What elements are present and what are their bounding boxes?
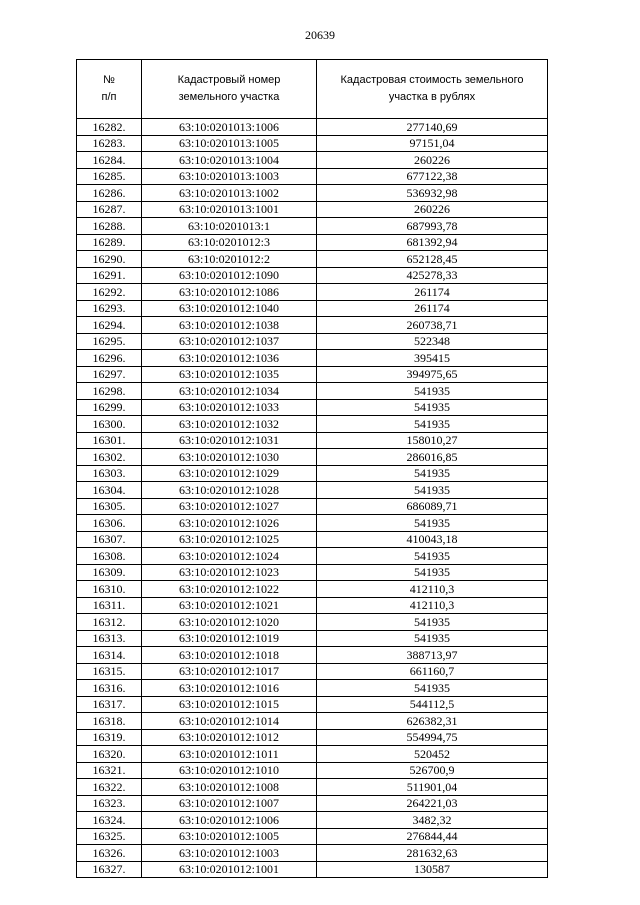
table-row <box>77 746 548 763</box>
cadastral-number-cell: 63:10:0201012:3 <box>142 234 317 251</box>
table-row <box>77 482 548 499</box>
cadastral-number-cell: 63:10:0201012:1024 <box>142 548 317 565</box>
table-row <box>77 597 548 614</box>
table-row <box>77 465 548 482</box>
table-row <box>77 762 548 779</box>
cadastral-number-cell: 63:10:0201012:1029 <box>142 465 317 482</box>
row-number-cell: 16309. <box>77 564 142 581</box>
table-row <box>77 581 548 598</box>
row-number-cell: 16325. <box>77 828 142 845</box>
row-number-cell: 16288. <box>77 218 142 235</box>
table-row <box>77 251 548 268</box>
cadastral-number-cell: 63:10:0201012:1019 <box>142 630 317 647</box>
row-number-cell: 16315. <box>77 663 142 680</box>
row-number-cell: 16323. <box>77 795 142 812</box>
row-number-cell: 16300. <box>77 416 142 433</box>
table-body <box>77 119 548 878</box>
cadastral-number-cell: 63:10:0201012:1018 <box>142 647 317 664</box>
table-row <box>77 795 548 812</box>
row-number-cell: 16291. <box>77 267 142 284</box>
row-number-cell: 16296. <box>77 350 142 367</box>
cadastral-value-cell: 410043,18 <box>317 531 548 548</box>
row-number-cell: 16294. <box>77 317 142 334</box>
cadastral-number-cell: 63:10:0201012:1036 <box>142 350 317 367</box>
cadastral-number-cell: 63:10:0201012:1007 <box>142 795 317 812</box>
cadastral-number-cell: 63:10:0201012:1027 <box>142 498 317 515</box>
row-number-cell: 16324. <box>77 812 142 829</box>
cadastral-value-cell: 260226 <box>317 152 548 169</box>
row-number-cell: 16308. <box>77 548 142 565</box>
cadastral-number-cell: 63:10:0201012:1026 <box>142 515 317 532</box>
table-row <box>77 383 548 400</box>
row-number-cell: 16317. <box>77 696 142 713</box>
table-row <box>77 135 548 152</box>
cadastral-value-cell: 520452 <box>317 746 548 763</box>
header-number <box>77 60 142 119</box>
table-row <box>77 498 548 515</box>
cadastral-value-cell: 412110,3 <box>317 581 548 598</box>
table-row <box>77 564 548 581</box>
header-value-line-2: участка в рублях <box>388 91 476 103</box>
table-row <box>77 432 548 449</box>
cadastral-number-cell: 63:10:0201012:1031 <box>142 432 317 449</box>
cadastral-number-cell: 63:10:0201012:1020 <box>142 614 317 631</box>
cadastral-number-cell: 63:10:0201012:1022 <box>142 581 317 598</box>
row-number-cell: 16321. <box>77 762 142 779</box>
row-number-cell: 16285. <box>77 168 142 185</box>
cadastral-number-cell: 63:10:0201012:1033 <box>142 399 317 416</box>
table-row <box>77 168 548 185</box>
cadastral-number-cell: 63:10:0201012:1021 <box>142 597 317 614</box>
row-number-cell: 16322. <box>77 779 142 796</box>
row-number-cell: 16314. <box>77 647 142 664</box>
table-row <box>77 630 548 647</box>
row-number-cell: 16287. <box>77 201 142 218</box>
cadastral-value-cell: 541935 <box>317 465 548 482</box>
row-number-cell: 16310. <box>77 581 142 598</box>
header-row <box>77 60 548 119</box>
cadastral-number-cell: 63:10:0201012:1003 <box>142 845 317 862</box>
header-cadastral-value <box>317 60 548 119</box>
cadastral-value-cell: 541935 <box>317 383 548 400</box>
cadastral-number-cell: 63:10:0201012:1040 <box>142 300 317 317</box>
row-number-cell: 16297. <box>77 366 142 383</box>
cadastral-number-cell: 63:10:0201012:1015 <box>142 696 317 713</box>
cadastral-number-cell: 63:10:0201013:1003 <box>142 168 317 185</box>
cadastral-value-cell: 97151,04 <box>317 135 548 152</box>
cadastral-value-cell: 541935 <box>317 482 548 499</box>
row-number-cell: 16305. <box>77 498 142 515</box>
cadastral-number-cell: 63:10:0201012:1005 <box>142 828 317 845</box>
row-number-cell: 16292. <box>77 284 142 301</box>
cadastral-number-cell: 63:10:0201013:1004 <box>142 152 317 169</box>
cadastral-value-cell: 554994,75 <box>317 729 548 746</box>
table-row <box>77 284 548 301</box>
row-number-cell: 16298. <box>77 383 142 400</box>
header-cadastral-number <box>142 60 317 119</box>
row-number-cell: 16316. <box>77 680 142 697</box>
row-number-cell: 16299. <box>77 399 142 416</box>
cadastral-number-cell: 63:10:0201012:1032 <box>142 416 317 433</box>
cadastral-value-cell: 276844,44 <box>317 828 548 845</box>
cadastral-value-cell: 412110,3 <box>317 597 548 614</box>
row-number-cell: 16304. <box>77 482 142 499</box>
cadastral-number-cell: 63:10:0201012:1012 <box>142 729 317 746</box>
cadastral-value-cell: 425278,33 <box>317 267 548 284</box>
table-row <box>77 152 548 169</box>
cadastral-value-cell: 541935 <box>317 515 548 532</box>
row-number-cell: 16313. <box>77 630 142 647</box>
table-row <box>77 234 548 251</box>
row-number-cell: 16282. <box>77 119 142 136</box>
row-number-cell: 16303. <box>77 465 142 482</box>
cadastral-number-cell: 63:10:0201012:1011 <box>142 746 317 763</box>
cadastral-value-cell: 686089,71 <box>317 498 548 515</box>
cadastral-value-cell: 3482,32 <box>317 812 548 829</box>
cadastral-number-cell: 63:10:0201012:1010 <box>142 762 317 779</box>
header-number-line-2: п/п <box>101 91 117 103</box>
cadastral-value-cell: 661160,7 <box>317 663 548 680</box>
row-number-cell: 16283. <box>77 135 142 152</box>
table-row <box>77 333 548 350</box>
cadastral-number-cell: 63:10:0201012:1006 <box>142 812 317 829</box>
table-row <box>77 696 548 713</box>
row-number-cell: 16293. <box>77 300 142 317</box>
table-row <box>77 614 548 631</box>
header-cadastral-line-2: земельного участка <box>178 91 280 103</box>
cadastral-number-cell: 63:10:0201012:1038 <box>142 317 317 334</box>
cadastral-value-cell: 541935 <box>317 399 548 416</box>
table-row <box>77 185 548 202</box>
cadastral-number-cell: 63:10:0201013:1002 <box>142 185 317 202</box>
page-number: 20639 <box>305 28 335 42</box>
table-row <box>77 267 548 284</box>
cadastral-value-cell: 677122,38 <box>317 168 548 185</box>
row-number-cell: 16284. <box>77 152 142 169</box>
table-row <box>77 647 548 664</box>
header-value-line-1: Кадастровая стоимость земельного <box>340 74 524 86</box>
cadastral-number-cell: 63:10:0201012:1034 <box>142 383 317 400</box>
cadastral-number-cell: 63:10:0201012:1017 <box>142 663 317 680</box>
table-row <box>77 201 548 218</box>
cadastral-value-cell: 264221,03 <box>317 795 548 812</box>
cadastral-value-cell: 395415 <box>317 350 548 367</box>
cadastral-value-cell: 511901,04 <box>317 779 548 796</box>
cadastral-value-cell: 158010,27 <box>317 432 548 449</box>
cadastral-number-cell: 63:10:0201013:1001 <box>142 201 317 218</box>
table-row <box>77 119 548 136</box>
cadastral-value-cell: 388713,97 <box>317 647 548 664</box>
cadastral-value-cell: 687993,78 <box>317 218 548 235</box>
cadastral-value-cell: 536932,98 <box>317 185 548 202</box>
cadastral-value-cell: 130587 <box>317 861 548 878</box>
cadastral-number-cell: 63:10:0201012:1025 <box>142 531 317 548</box>
table-row <box>77 531 548 548</box>
table-row <box>77 713 548 730</box>
cadastral-value-cell: 652128,45 <box>317 251 548 268</box>
table-row <box>77 845 548 862</box>
table-row <box>77 218 548 235</box>
row-number-cell: 16306. <box>77 515 142 532</box>
cadastral-number-cell: 63:10:0201012:1008 <box>142 779 317 796</box>
header-cadastral-line-1: Кадастровый номер <box>177 74 281 86</box>
row-number-cell: 16302. <box>77 449 142 466</box>
row-number-cell: 16286. <box>77 185 142 202</box>
cadastral-value-cell: 286016,85 <box>317 449 548 466</box>
cadastral-number-cell: 63:10:0201012:1035 <box>142 366 317 383</box>
row-number-cell: 16289. <box>77 234 142 251</box>
cadastral-number-cell: 63:10:0201012:1028 <box>142 482 317 499</box>
cadastral-number-cell: 63:10:0201012:1030 <box>142 449 317 466</box>
cadastral-value-cell: 261174 <box>317 284 548 301</box>
cadastral-value-cell: 281632,63 <box>317 845 548 862</box>
cadastral-value-cell: 541935 <box>317 680 548 697</box>
cadastral-number-cell: 63:10:0201012:1090 <box>142 267 317 284</box>
cadastral-value-cell: 681392,94 <box>317 234 548 251</box>
cadastral-number-cell: 63:10:0201012:1037 <box>142 333 317 350</box>
row-number-cell: 16295. <box>77 333 142 350</box>
cadastral-value-cell: 541935 <box>317 548 548 565</box>
table-row <box>77 779 548 796</box>
cadastral-number-cell: 63:10:0201012:1016 <box>142 680 317 697</box>
cadastral-value-cell: 260738,71 <box>317 317 548 334</box>
table-row <box>77 416 548 433</box>
table-row <box>77 515 548 532</box>
cadastral-value-cell: 277140,69 <box>317 119 548 136</box>
cadastral-value-cell: 261174 <box>317 300 548 317</box>
cadastral-value-table <box>76 59 548 878</box>
table-row <box>77 663 548 680</box>
table-row <box>77 300 548 317</box>
cadastral-number-cell: 63:10:0201013:1 <box>142 218 317 235</box>
table-row <box>77 350 548 367</box>
table-row <box>77 812 548 829</box>
cadastral-number-cell: 63:10:0201012:1001 <box>142 861 317 878</box>
table-header <box>77 60 548 119</box>
cadastral-value-cell: 626382,31 <box>317 713 548 730</box>
cadastral-value-cell: 541935 <box>317 614 548 631</box>
cadastral-value-cell: 544112,5 <box>317 696 548 713</box>
table-row <box>77 828 548 845</box>
cadastral-number-cell: 63:10:0201013:1006 <box>142 119 317 136</box>
cadastral-number-cell: 63:10:0201013:1005 <box>142 135 317 152</box>
table-row <box>77 399 548 416</box>
cadastral-value-cell: 394975,65 <box>317 366 548 383</box>
table-row <box>77 548 548 565</box>
cadastral-value-cell: 541935 <box>317 416 548 433</box>
row-number-cell: 16327. <box>77 861 142 878</box>
cadastral-number-cell: 63:10:0201012:2 <box>142 251 317 268</box>
row-number-cell: 16311. <box>77 597 142 614</box>
table-row <box>77 449 548 466</box>
row-number-cell: 16307. <box>77 531 142 548</box>
row-number-cell: 16290. <box>77 251 142 268</box>
row-number-cell: 16318. <box>77 713 142 730</box>
table-row <box>77 861 548 878</box>
cadastral-value-cell: 541935 <box>317 630 548 647</box>
table-row <box>77 366 548 383</box>
cadastral-value-cell: 541935 <box>317 564 548 581</box>
table-row <box>77 729 548 746</box>
cadastral-number-cell: 63:10:0201012:1086 <box>142 284 317 301</box>
cadastral-value-cell: 526700,9 <box>317 762 548 779</box>
row-number-cell: 16320. <box>77 746 142 763</box>
table-row <box>77 317 548 334</box>
cadastral-value-cell: 522348 <box>317 333 548 350</box>
row-number-cell: 16312. <box>77 614 142 631</box>
row-number-cell: 16326. <box>77 845 142 862</box>
cadastral-number-cell: 63:10:0201012:1014 <box>142 713 317 730</box>
row-number-cell: 16301. <box>77 432 142 449</box>
cadastral-number-cell: 63:10:0201012:1023 <box>142 564 317 581</box>
row-number-cell: 16319. <box>77 729 142 746</box>
table-row <box>77 680 548 697</box>
cadastral-value-cell: 260226 <box>317 201 548 218</box>
header-number-line-1: № <box>103 74 115 86</box>
